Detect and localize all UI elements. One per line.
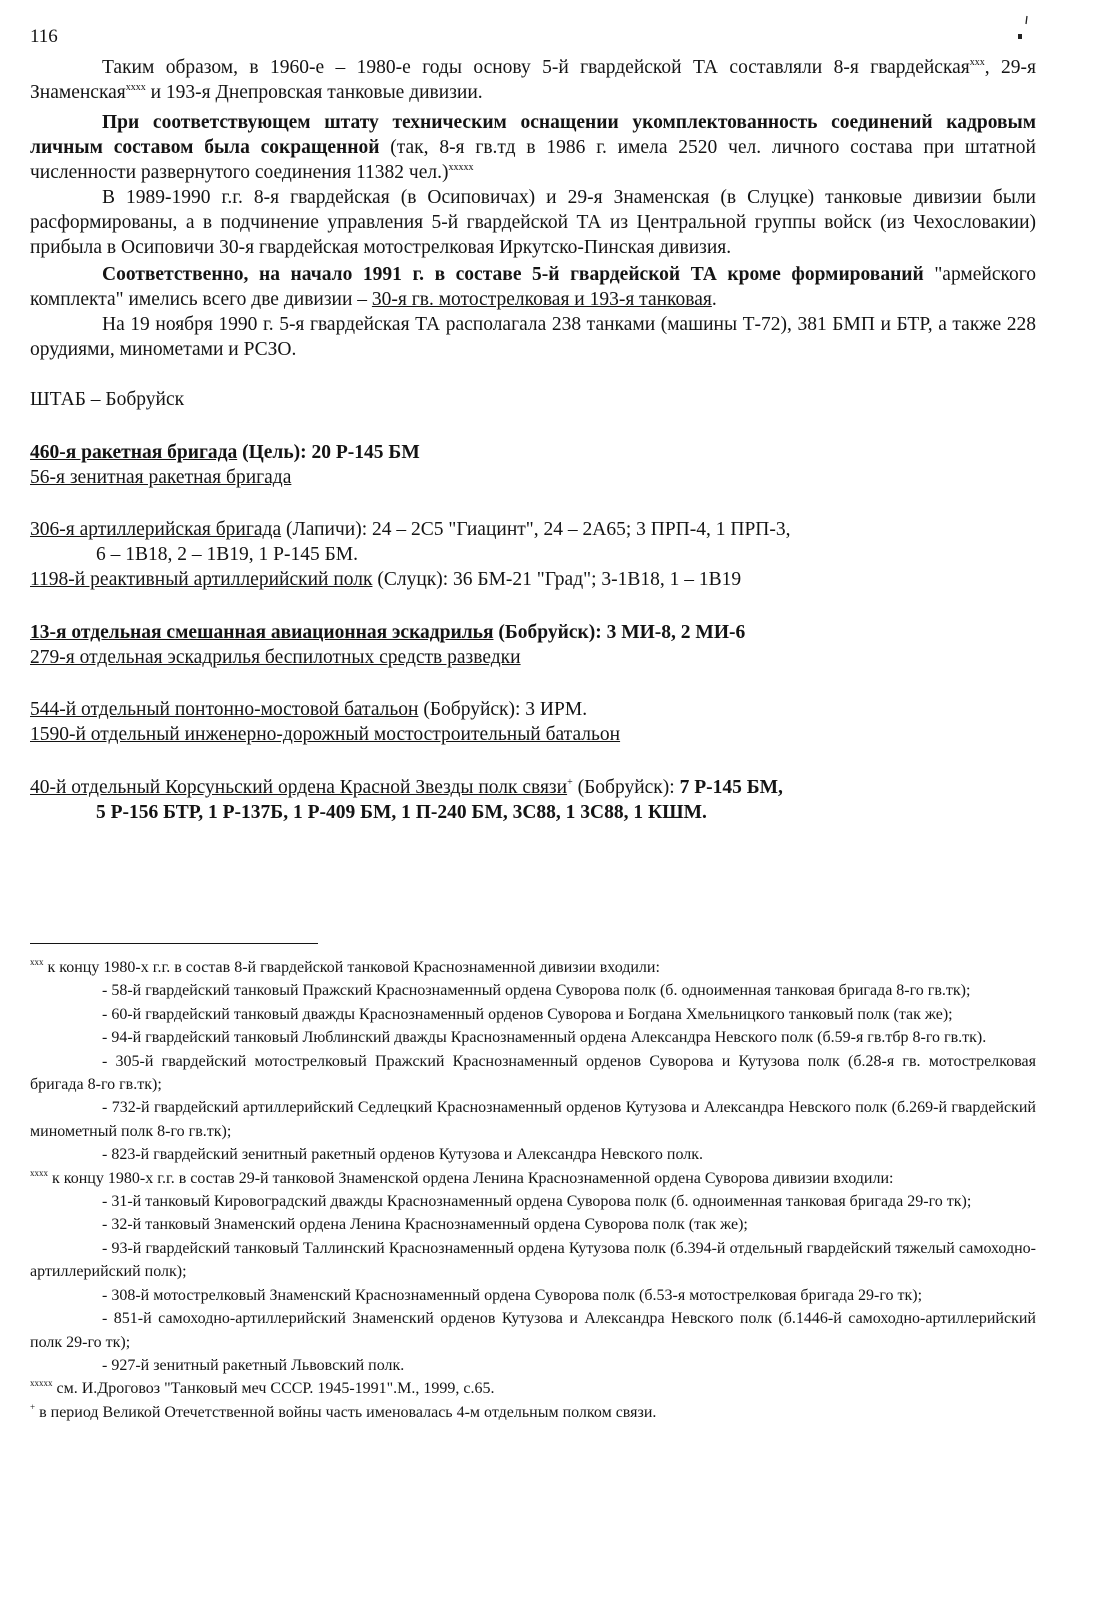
unit-1198-rocket-regiment: [30, 567, 1036, 592]
footnote-item: - 305-й гвардейский мотострелковый Пражский Краснознаменный орденов Суворова и Кутузова полк (б.28-я гв. мотострелковая бригада 8-го гв.тк);: [30, 1052, 1036, 1094]
unit-460-rocket-brigade: [30, 440, 1036, 465]
paragraph-4-bold: Соответственно, на начало 1991 г. в составе 5-й гвардейской ТА кроме формирований: [102, 264, 924, 285]
footnote-ref-plus: +: [567, 777, 573, 788]
footnote-item: - 93-й гвардейский танковый Таллинский Краснознаменный ордена Кутузова полк (б.394-й отдельный гвардейский тяжелый самоходно-артиллерийский полк);: [30, 1239, 1036, 1281]
paragraph-1-text-b: , 29-я Знаменская: [30, 57, 1036, 103]
unit-40-name: 40-й отдельный Корсуньский ордена Красной Звезды полк связи: [30, 777, 568, 798]
unit-40-location: (Бобруйск):: [572, 777, 680, 798]
hq-line: ШТАБ – Бобруйск: [30, 389, 185, 410]
footnote-xxxxx: [30, 1377, 1036, 1400]
footnote-item: - 60-й гвардейский танковый дважды Краснознаменный орденов Суворова и Богдана Хмельницкого танковый полк (так же);: [102, 1005, 953, 1023]
unit-279-name: 279-я отдельная эскадрилья беспилотных средств разведки: [30, 647, 521, 668]
paragraph-1-text-c: и 193-я Днепровская танковые дивизии.: [145, 82, 483, 103]
footnote-item: - 32-й танковый Знаменский ордена Ленина Краснознаменный ордена Суворова полк (так же);: [102, 1216, 748, 1234]
unit-1590-engineer-battalion: [30, 722, 1036, 747]
main-text: [30, 55, 1036, 825]
footnote-xxx-head: к концу 1980-х г.г. в состав 8-й гвардейской танковой Краснознаменной дивизии входили:: [43, 959, 660, 976]
unit-306-name: 306-я артиллерийская бригада: [30, 519, 282, 540]
footnote-item: - 94-й гвардейский танковый Люблинский дважды Краснознаменный ордена Александра Невского полк (б.59-я гв.тбр 8-го гв.тк).: [102, 1029, 987, 1047]
footnote-item: - 732-й гвардейский артиллерийский Седлецкий Краснознаменный орденов Кутузова и Александра Невского полк (б.269-й гвардейский минометный полк 8-го гв.тк);: [30, 1099, 1036, 1140]
footnote-item: - 851-й самоходно-артиллерийский Знаменский орденов Кутузова и Александра Невского полк (б.1446-й самоходно-артиллерийский полк 29-го тк);: [30, 1310, 1036, 1351]
footnotes: [30, 943, 1036, 1424]
unit-40-details: 7 Р-145 БМ,: [679, 777, 783, 798]
footnote-xxxx: [30, 1167, 1036, 1190]
unit-1198-details: (Слуцк): 36 БМ-21 "Град"; 3-1В18, 1 – 1В19: [372, 569, 742, 590]
footnote-mark-xxxxx: xxxxx: [30, 1378, 53, 1389]
page-number: 116: [30, 26, 58, 47]
paragraph-1: [30, 55, 1036, 105]
unit-306-details-cont: 6 – 1В18, 2 – 1В19, 1 Р-145 БМ.: [96, 544, 359, 565]
footnote-plus: [30, 1401, 1036, 1424]
unit-306-artillery-brigade: [30, 517, 1036, 567]
unit-13-details: (Бобруйск): 3 МИ-8, 2 МИ-6: [493, 622, 746, 643]
unit-13-aviation-squadron: [30, 620, 1036, 645]
paragraph-2: [30, 110, 1036, 185]
footnote-xxxxx-text: см. И.Дроговоз "Танковый меч СССР. 1945-1991".М., 1999, с.65.: [52, 1380, 495, 1398]
footnote-ref-xxxxx: xxxxx: [448, 162, 474, 173]
unit-40-signal-regiment: [30, 775, 1036, 825]
unit-13-name: 13-я отдельная смешанная авиационная эскадрилья: [30, 622, 494, 643]
footnote-item: - 58-й гвардейский танковый Пражский Краснознаменный ордена Суворова полк (б. одноименная танковая бригада 8-го гв.тк);: [102, 982, 971, 1000]
footnote-rule: [30, 943, 318, 944]
footnote-xxxx-head: к концу 1980-х г.г. в состав 29-й танковой Знаменской ордена Ленина Краснознаменной ордена Суворова дивизии входили:: [48, 1169, 894, 1187]
footnote-item: - 31-й танковый Кировоградский дважды Краснознаменный ордена Суворова полк (б. одноименная танковая бригада 29-го тк);: [102, 1193, 972, 1211]
unit-544-pontoon-battalion: [30, 697, 1036, 722]
unit-40-details-cont: 5 Р-156 БТР, 1 Р-137Б, 1 Р-409 БМ, 1 П-240 БМ, 3С88, 1 3С88, 1 КШМ.: [96, 802, 707, 823]
unit-279-uav-squadron: [30, 645, 1036, 670]
footnote-plus-text: в период Великой Отечетственной войны часть именовалась 4-м отдельным полком связи.: [35, 1403, 657, 1421]
unit-460-details: (Цель): 20 Р-145 БМ: [237, 442, 420, 463]
paragraph-1-text: Таким образом, в 1960-е – 1980-е годы основу 5-й гвардейской ТА составляли 8-я гвардейская: [102, 57, 970, 78]
paragraph-2-text: (так, 8-я гв.тд в 1986 г. имела 2520 чел. личного состава при штатной численности развернутого соединения 11382 чел.): [30, 137, 1036, 183]
paragraph-4: [30, 262, 1036, 312]
footnote-item: - 308-й мотострелковый Знаменский Краснознаменный ордена Суворова полк (б.53-я мотострелковая бригада 29-го тк);: [102, 1286, 923, 1304]
footnote-mark-xxx: xxx: [30, 957, 44, 967]
unit-306-details: (Лапичи): 24 – 2С5 "Гиацинт", 24 – 2А65; 3 ПРП-4, 1 ПРП-3,: [281, 519, 791, 540]
paragraph-3: В 1989-1990 г.г. 8-я гвардейская (в Осиповичах) и 29-я Знаменская (в Слуцке) танковые дивизии были расформированы, а в подчинение управления 5-й гвардейской ТА из Центральной группы войск (из Чехословакии) прибыла в Осиповичи 30-я гвардейская мотострелковая Иркутско-Пинская дивизия.: [30, 187, 1036, 258]
paragraph-5: На 19 ноября 1990 г. 5-я гвардейская ТА располагала 238 танками (машины Т-72), 381 БМП и БТР, а также 228 орудиями, минометами и РСЗО.: [30, 314, 1036, 360]
footnote-mark-plus: +: [30, 1401, 36, 1412]
paragraph-4-text: "армейского комплекта" имелись всего две дивизии –: [30, 264, 1036, 310]
unit-1198-name: 1198-й реактивный артиллерийский полк: [30, 569, 373, 590]
paragraph-2-bold: При соответствующем штату техническим оснащении укомплектованность соединений кадровым личным составом была сокращенной: [30, 112, 1036, 158]
footnote-ref-xxx: xxx: [969, 57, 985, 68]
footnote-mark-xxxx: xxxx: [30, 1167, 48, 1178]
paragraph-4-end: .: [711, 289, 717, 310]
footnote-item: - 927-й зенитный ракетный Львовский полк.: [102, 1356, 405, 1374]
corner-scan-mark: [1013, 14, 1033, 42]
unit-460-name: 460-я ракетная бригада: [30, 442, 238, 463]
unit-544-name: 544-й отдельный понтонно-мостовой батальон: [30, 699, 419, 720]
unit-56-name: 56-я зенитная ракетная бригада: [30, 467, 292, 488]
footnote-item: - 823-й гвардейский зенитный ракетный орденов Кутузова и Александра Невского полк.: [102, 1146, 703, 1164]
paragraph-4-underlined: 30-я гв. мотострелковая и 193-я танковая: [371, 289, 712, 310]
unit-56-aa-brigade: [30, 465, 1036, 490]
footnote-xxx: [30, 956, 1036, 979]
unit-544-details: (Бобруйск): 3 ИРМ.: [418, 699, 588, 720]
unit-1590-name: 1590-й отдельный инженерно-дорожный мостостроительный батальон: [30, 724, 621, 745]
footnote-ref-xxxx: xxxx: [125, 82, 146, 93]
